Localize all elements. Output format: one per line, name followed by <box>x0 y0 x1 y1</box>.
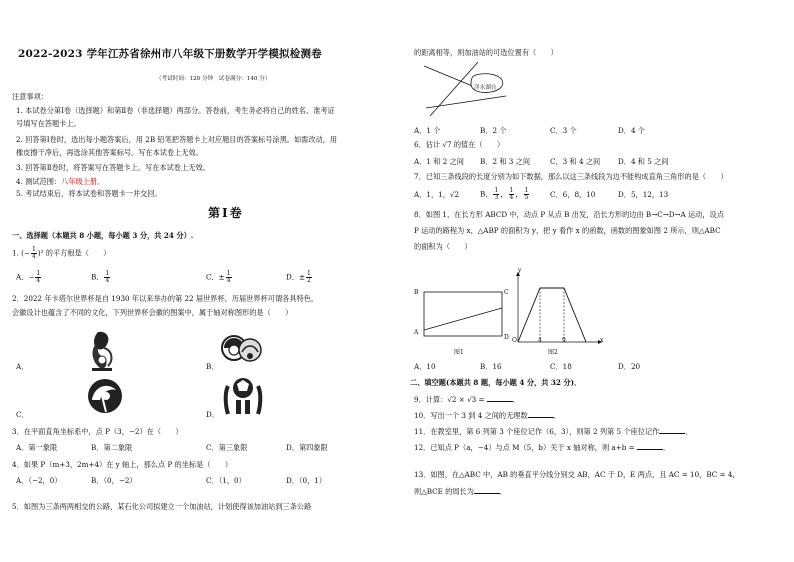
q10-blank[interactable] <box>528 410 554 418</box>
q1-b-num: 1 <box>105 270 110 277</box>
q2-line-1: 2．2022 年卡塔尔世界杯是自 1930 年以来举办的第 22 届世界杯，历届世界杯可谓各具特色， <box>12 294 319 303</box>
q7-b-label: B． <box>480 189 493 199</box>
note-2a: 2. 回答第Ⅰ卷时，选出每小题答案后，用 2B 铅笔把答题卡上对应题目的答案标号涂黑。如需改动，用 <box>16 135 338 144</box>
q4-option-d: D．（0，1） <box>286 476 327 485</box>
q11 <box>414 426 693 436</box>
q7-b-n3: 1 <box>524 187 529 194</box>
fig2-caption: 图2 <box>548 349 558 356</box>
q4-stem: 4．如果 P（m+3，2m+4）在 y 轴上，那么点 P 的坐标是（ ） <box>12 460 233 469</box>
q13-text: 则△BCE 的周长为 <box>414 487 474 496</box>
q8-figure-2 <box>510 266 606 348</box>
q7-stem: 7．已知三条线段的长度分别为如下数据，那么以这三条线段为边不能构成直角三角形的是（ ） <box>414 172 728 181</box>
q1-d-num: 1 <box>306 270 311 277</box>
q5-map-label: 洋水湖自 <box>474 85 497 91</box>
q7-b-d1: 3 <box>494 194 499 201</box>
section-1-title: 第Ⅰ卷 <box>208 206 244 220</box>
q6-option-b: B．2 和 3 之间 <box>480 157 531 166</box>
q1-frac-num: 1 <box>31 246 36 253</box>
q1-d-den: 2 <box>306 277 311 284</box>
section-2-heading: 二、填空题(本题共 8 题，每小题 4 分，共 32 分)． <box>410 378 582 387</box>
q5-line-1: 5．如图为三条两两相交的公路，某石化公司拟建立一个加油站，计划使得该加油站到三条公路 <box>12 502 312 511</box>
note-3: 3. 回答第Ⅱ卷时，将答案写在答题卡上。写在本试卷上无效。 <box>16 163 210 172</box>
q3-option-b: B．第二象限 <box>91 443 133 452</box>
note-4 <box>16 177 104 186</box>
q6-option-c: C．3 和 4 之间 <box>550 157 601 166</box>
emblem-a-image <box>84 330 120 372</box>
q1-a-num: 1 <box>36 270 41 277</box>
q1-option-c <box>206 271 233 284</box>
q5-line-2: 的距离相等，则加油站的可选位置有（ ） <box>414 48 558 57</box>
q12-blank[interactable] <box>637 442 663 450</box>
q13-line-1: 13．如图，在△ABC 中，AB 的垂直平分线分别交 AB，AC 于 D，E 两点，且 AC = 10，BC = 4， <box>414 470 740 479</box>
q8-option-b: B．16 <box>480 362 502 371</box>
q11-text: 11．在教室里，第 6 列第 3 个座位记作（6，3），则第 2 列第 5 个座位记作 <box>414 427 660 436</box>
q1-d-frac <box>306 271 312 284</box>
q11-blank[interactable] <box>659 426 685 434</box>
q5-option-d: D．4 个 <box>618 126 645 135</box>
q1-frac-den: 4 <box>31 253 36 260</box>
fig1-label-B: B <box>414 289 419 296</box>
q1-b-label: B． <box>91 272 104 282</box>
q1-c-frac <box>226 271 232 284</box>
q2-option-b: B． <box>206 362 219 371</box>
fig2-label-9: 9 <box>562 337 566 344</box>
q1-option-d <box>286 271 313 284</box>
q9-text: 9．计算：√2 × √3 = <box>414 395 487 404</box>
q1-a-den: 4 <box>36 277 41 284</box>
q4-option-c: C．（1，0） <box>206 476 246 485</box>
fig2-label-y: y <box>518 267 522 274</box>
q12-text: 12．已知点 P（a，−4）与点 M（5，b）关于 x 轴对称，则 a+b = <box>414 443 637 452</box>
page-title: 2022-2023 学年江苏省徐州市八年级下册数学开学模拟检测卷 <box>18 48 322 60</box>
q4-option-a: A．（−2，0） <box>16 476 62 485</box>
q7-b-d3: 5 <box>524 194 529 201</box>
note-4-suffix: 。 <box>97 177 105 186</box>
q3-stem: 3．在平面直角坐标系中，点 P（3，−2）在（ ） <box>12 427 183 436</box>
note-4-prefix: 4. 测试范围： <box>16 177 62 186</box>
q8-line-2: P 运动的路程为 x，△ABP 的面积为 y，把 y 看作 x 的函数，函数的图象如图 2 所示，则△ABC <box>414 226 721 235</box>
q4-option-b: B．（0，−2） <box>91 476 137 485</box>
q8-option-a: A．10 <box>414 362 436 371</box>
fig1-label-A: A <box>414 329 419 336</box>
q9-blank[interactable] <box>487 394 513 402</box>
q7-b-d2: 4 <box>509 194 514 201</box>
q7-option-b: B． $\frac{1}{3}$ ， $\frac{1}{4}$ ， $\frac{1}{5}$ <box>480 187 529 201</box>
q1-b-frac <box>104 271 110 284</box>
q1-a-label: A．− <box>16 272 35 282</box>
q9-period: ． <box>512 395 521 404</box>
q1-option-b <box>91 271 111 284</box>
q10-period: ． <box>553 411 561 420</box>
q5-option-a: A．1 个 <box>414 126 441 135</box>
q1-base: (− <box>21 248 30 258</box>
emblem-d-image <box>220 374 266 416</box>
notes-heading: 注意事项： <box>12 92 48 101</box>
q1-stem <box>12 247 110 260</box>
fig1-label-C: C <box>504 289 509 296</box>
q2-option-c: C． <box>16 410 29 419</box>
q1-number: 1. <box>12 248 19 258</box>
q1-suffix: )² 的平方根是（ ） <box>37 248 111 258</box>
q3-option-c: C．第三象限 <box>206 443 248 452</box>
test-scope: 八年级上册 <box>61 177 98 186</box>
fig2-label-x: x <box>600 337 604 344</box>
q6-stem: 6．估计 √7 的值在（ ） <box>414 140 505 149</box>
q3-option-a: A．第一象限 <box>16 443 58 452</box>
q7-b-n1: 1 <box>494 187 499 194</box>
note-1a: 1. 本试卷分第Ⅰ卷（选择题）和第Ⅱ卷（非选择题）两部分。答卷前，考生务必将自己的姓名、准考证 <box>16 106 335 115</box>
q8-line-3: 的面积为（ ） <box>414 242 472 251</box>
q6-option-d: D．4 和 5 之间 <box>618 157 669 166</box>
emblem-c-image <box>84 376 126 416</box>
q5-roads-figure <box>422 60 512 118</box>
q12 <box>414 442 670 452</box>
fig2-label-O: O <box>512 337 517 344</box>
q7-option-d: D．5，12，13 <box>618 190 669 199</box>
q10-text: 10．写出一个 3 到 4 之间的无理数 <box>414 411 528 420</box>
q1-c-den: 4 <box>226 277 231 284</box>
fig1-label-D: D <box>504 334 509 341</box>
emblem-b-image <box>220 330 266 366</box>
q7-b-frac-2 <box>509 188 515 201</box>
note-5: 5. 考试结束后，将本试卷和答题卡一并交回。 <box>16 189 162 198</box>
q1-fraction <box>31 247 37 260</box>
q9 <box>414 394 520 404</box>
q13-line-2 <box>414 486 507 496</box>
q8-figure-1 <box>418 284 508 344</box>
fig1-caption: 图1 <box>454 349 464 356</box>
q1-option-a <box>16 271 42 284</box>
q7-option-a: A．1，1，√2 <box>414 190 460 199</box>
exam-info: （考试时间：120 分钟 试卷满分：140 分） <box>156 76 271 82</box>
q1-d-label: D．± <box>286 272 305 282</box>
q5-option-c: C．3 个 <box>550 126 577 135</box>
q7-option-c: C．6，8，10 <box>550 190 596 199</box>
note-2b: 橡皮擦干净后，再选涂其他答案标号。写在本试卷上无效。 <box>16 148 203 157</box>
q5-option-b: B．2 个 <box>480 126 507 135</box>
q1-c-num: 1 <box>226 270 231 277</box>
q7-b-frac-3 <box>524 188 530 201</box>
q2-option-d: D． <box>206 410 219 419</box>
q12-period: ． <box>662 443 671 452</box>
q8-option-d: D．20 <box>618 362 641 371</box>
q6-option-a: A．1 和 2 之间 <box>414 157 464 166</box>
q8-line-1: 8．如图 1，在长方形 ABCD 中，动点 P 从点 B 出发，沿长方形的边由 B→C→D→A 运动，设点 <box>414 210 724 219</box>
q1-a-frac <box>35 271 41 284</box>
q11-period: ． <box>685 427 693 436</box>
q7-b-frac-1 <box>493 188 499 201</box>
q13-period: ． <box>499 487 508 496</box>
q1-c-label: C．± <box>206 272 225 282</box>
q10 <box>414 410 561 420</box>
q13-blank[interactable] <box>474 486 500 494</box>
q2-line-2: 会徽设计也蕴含了不同的文化，下列世界杯会徽的图案中，属于轴对称图形的是（ ） <box>12 308 293 317</box>
q7-b-n2: 1 <box>509 187 514 194</box>
section-1-heading: 一、选择题（本题共 8 小题，每小题 3 分，共 24 分）. <box>12 231 194 240</box>
note-1b: 号填写在答题卡上。 <box>16 119 81 128</box>
q8-option-c: C．18 <box>550 362 572 371</box>
q1-b-den: 4 <box>105 277 110 284</box>
q2-option-a: A． <box>16 362 29 371</box>
q3-option-d: D．第四象限 <box>286 443 328 452</box>
fig2-label-4: 4 <box>538 337 542 344</box>
